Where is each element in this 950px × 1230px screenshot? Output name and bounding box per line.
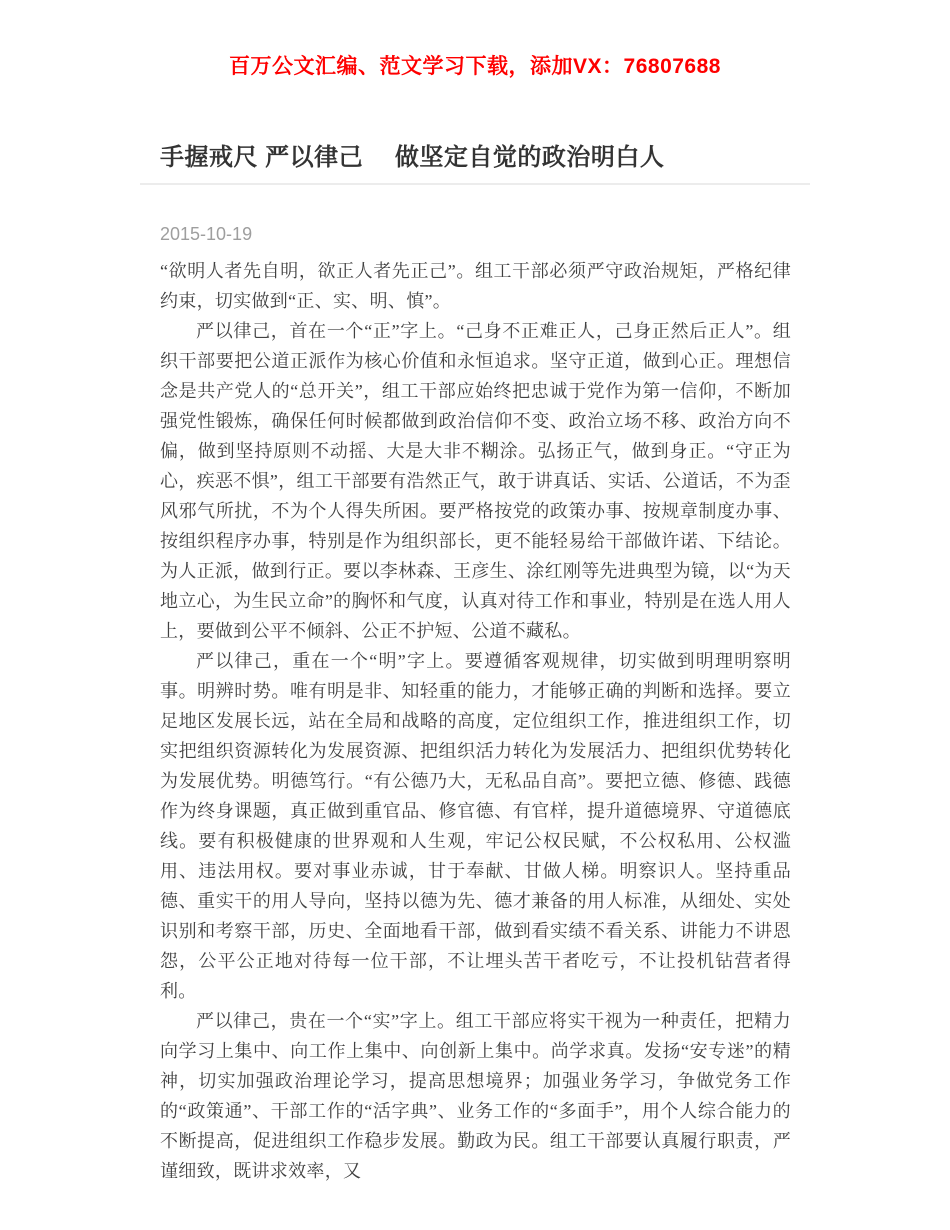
promo-banner-text: 百万公文汇编、范文学习下载，添加VX：76807688	[229, 55, 721, 78]
article-date: 2015-10-19	[160, 224, 253, 244]
paragraph-zheng: 严以律己，首在一个“正”字上。“己身不正难正人，己身正然后正人”。组织干部要把公道正派作为核心价值和永恒追求。坚守正道，做到心正。理想信念是共产党人的“总开关”，组工干部应始终把忠诚于党作为第一信仰，不断加强党性锻炼，确保任何时候都做到政治信仰不变、政治立场不移、政治方向不偏，做到坚持原则不动摇、大是大非不糊涂。弘扬正气，做到身正。“守正为心，疾恶不惧”，组工干部要有浩然正气，敢于讲真话、实话、公道话，不为歪风邪气所扰，不为个人得失所困。要严格按党的政策办事、按规章制度办事、按组织程序办事，特别是作为组织部长，更不能轻易给干部做许诺、下结论。为人正派，做到行正。要以李林森、王彦生、涂红刚等先进典型为镜，以“为天地立心，为生民立命”的胸怀和气度，认真对待工作和事业，特别是在选人用人上，要做到公平不倾斜、公正不护短、公道不藏私。	[160, 321, 791, 641]
paragraph-ming: 严以律己，重在一个“明”字上。要遵循客观规律，切实做到明理明察明事。明辨时势。唯有明是非、知轻重的能力，才能够正确的判断和选择。要立足地区发展长远，站在全局和战略的高度，定位组织工作，推进组织工作，切实把组织资源转化为发展资源、把组织活力转化为发展活力、把组织优势转化为发展优势。明德笃行。“有公德乃大，无私品自高”。要把立德、修德、践德作为终身课题，真正做到重官品、修官德、有官样，提升道德境界、守道德底线。要有积极健康的世界观和人生观，牢记公权民赋，不公权私用、公权滥用、违法用权。要对事业赤诚，甘于奉献、甘做人梯。明察识人。坚持重品德、重实干的用人导向，坚持以德为先、德才兼备的用人标准，从细处、实处识别和考察干部，历史、全面地看干部，做到看实绩不看关系、讲能力不讲恩怨，公平公正地对待每一位干部，不让埋头苦干者吃亏，不让投机钻营者得利。	[160, 651, 791, 1001]
article-body	[160, 256, 791, 1186]
title-divider	[140, 183, 810, 185]
article-title: 手握戒尺 严以律己 做坚定自觉的政治明白人	[160, 144, 665, 171]
paragraph-shi: 严以律己，贵在一个“实”字上。组工干部应将实干视为一种责任，把精力向学习上集中、向工作上集中、向创新上集中。尚学求真。发扬“安专迷”的精神，切实加强政治理论学习，提高思想境界；加强业务学习，争做党务工作的“政策通”、干部工作的“活字典”、业务工作的“多面手”，用个人综合能力的不断提高，促进组织工作稳步发展。勤政为民。组工干部要认真履行职责，严谨细致，既讲求效率，又	[160, 1011, 791, 1181]
paragraph-intro: “欲明人者先自明，欲正人者先正己”。组工干部必须严守政治规矩，严格纪律约束，切实做到“正、实、明、慎”。	[160, 261, 791, 311]
